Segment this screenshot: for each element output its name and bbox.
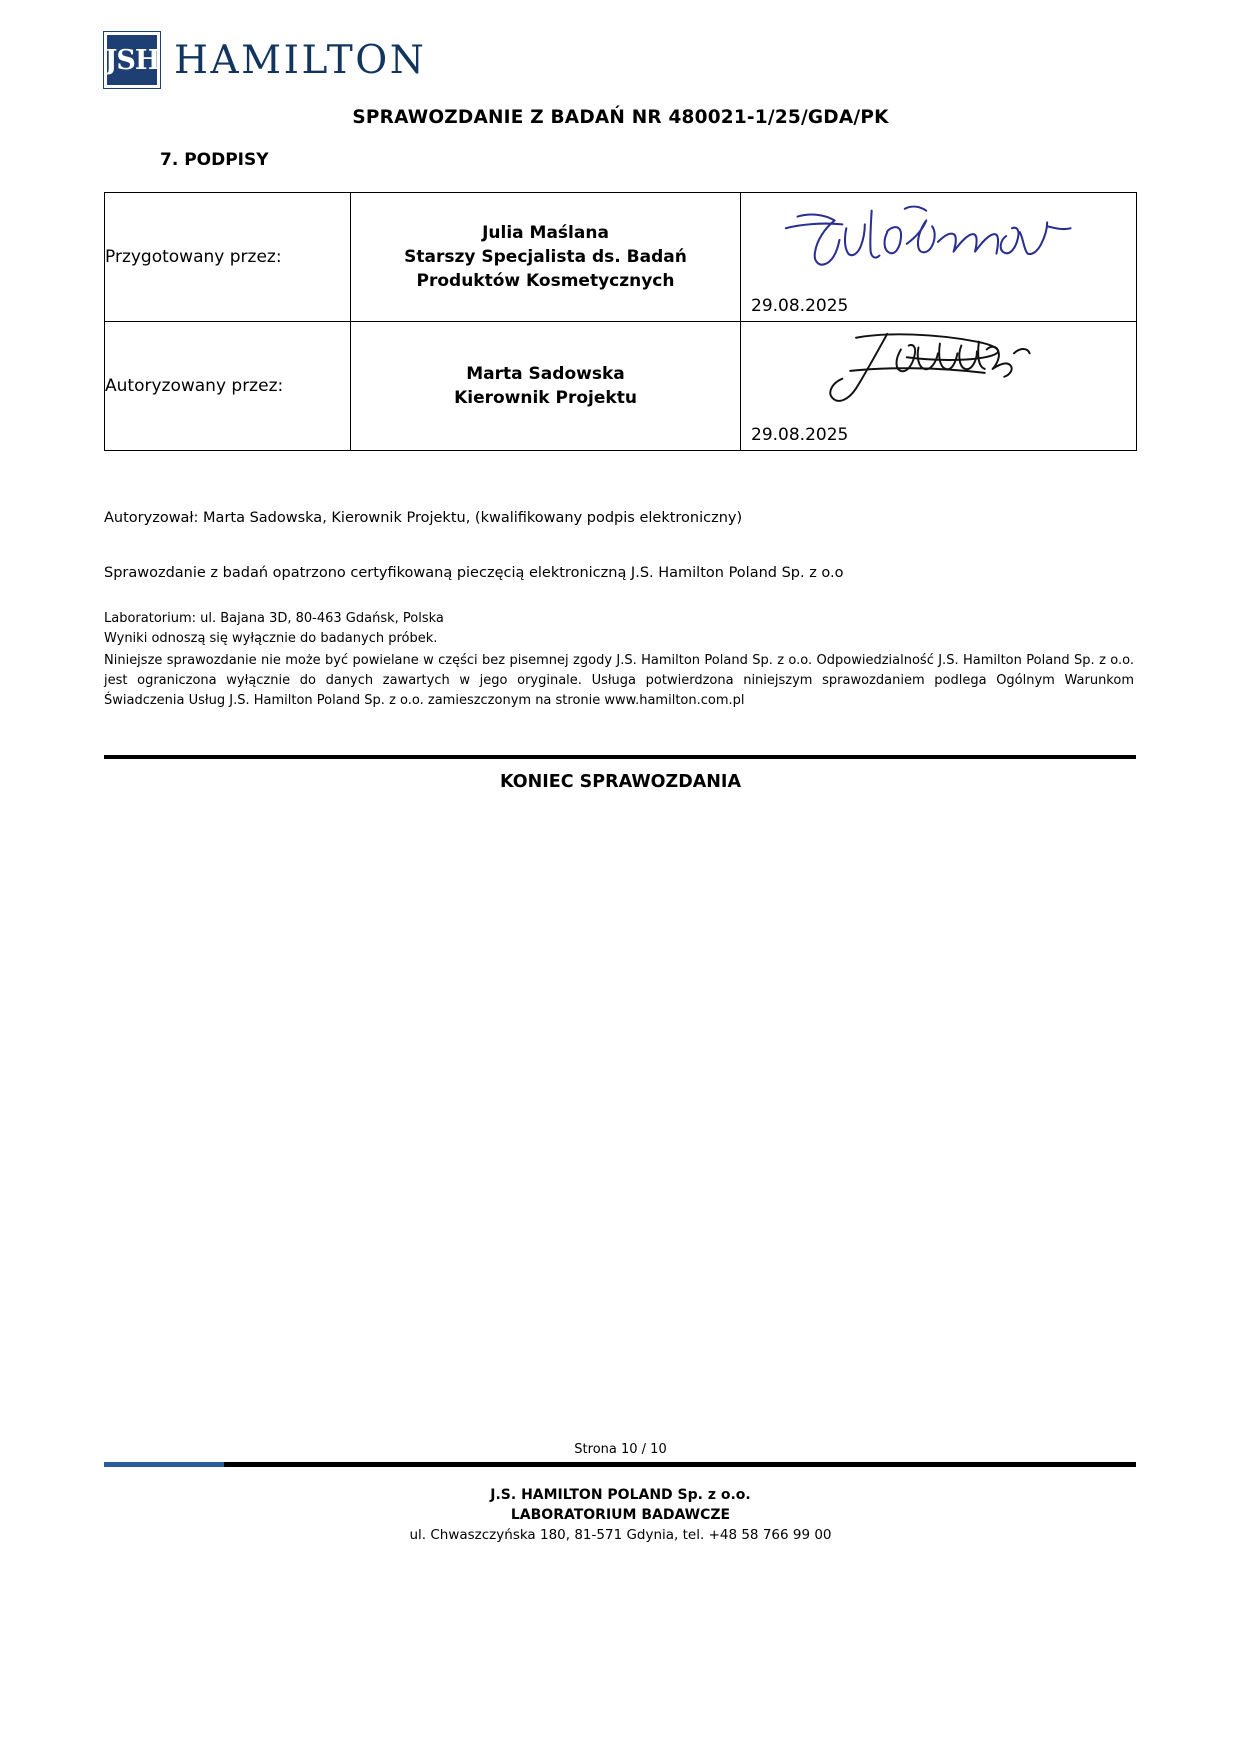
person-position-line1: Starszy Specjalista ds. Badań <box>404 246 687 267</box>
end-divider <box>104 755 1136 759</box>
page-number: Strona 10 / 10 <box>574 1442 667 1457</box>
hamilton-logo <box>104 32 426 88</box>
electronic-seal-note: Sprawozdanie z badań opatrzono certyfikowaną pieczęcią elektroniczną J.S. Hamilton Poland Sp. z o.o <box>104 565 844 581</box>
row-signature-cell <box>741 193 1137 322</box>
authorized-by-note: Autoryzował: Marta Sadowska, Kierownik Projektu, (kwalifikowany podpis elektroniczny) <box>104 510 743 526</box>
row-role-label: Autoryzowany przez: <box>105 322 351 451</box>
person-name: Marta Sadowska <box>466 363 625 384</box>
row-signature-cell <box>741 322 1137 451</box>
laboratory-address-note: Laboratorium: ul. Bajana 3D, 80-463 Gdańsk, Polska <box>104 611 444 626</box>
end-of-report-label: KONIEC SPRAWOZDANIA <box>499 772 741 792</box>
signature-date: 29.08.2025 <box>751 296 849 316</box>
logo-wordmark: HAMILTON <box>174 37 427 83</box>
row-person-block <box>351 322 741 451</box>
jsh-logo-icon: JSH <box>104 32 160 88</box>
person-position-line1: Kierownik Projektu <box>454 388 637 408</box>
row-person-block <box>351 193 741 322</box>
footer-address: ul. Chwaszczyńska 180, 81-571 Gdynia, tel. +48 58 766 99 00 <box>409 1526 832 1543</box>
footer <box>0 1485 1241 1545</box>
person-name: Julia Maślana <box>482 222 609 243</box>
signature-date: 29.08.2025 <box>751 425 849 445</box>
samples-scope-note: Wyniki odnoszą się wyłącznie do badanych próbek. <box>104 631 438 646</box>
section-heading: 7. PODPISY <box>160 150 269 170</box>
table-row <box>105 193 1137 322</box>
legal-disclaimer: Niniejsze sprawozdanie nie może być powielane w części bez pisemnej zgody J.S. Hamilton Poland Sp. z o.o. Odpowiedzialność J.S. Hamilton Poland Sp. z o.o. jest ograniczona wyłącznie do danych zawartych w jego oryginale. Usługa potwierdzona niniejszym sprawozdaniem podlega Ogólnym Warunkom Świadczenia Usług J.S. Hamilton Poland Sp. z o.o. zamieszczonym na stronie www.hamilton.com.pl <box>104 653 1134 708</box>
handwritten-signature-icon <box>741 199 1127 277</box>
signatures-table <box>104 192 1137 451</box>
handwritten-signature-icon <box>741 328 1127 406</box>
person-position-line2: Produktów Kosmetycznych <box>416 271 675 292</box>
page-title: SPRAWOZDANIE Z BADAŃ NR 480021-1/25/GDA/PK <box>352 107 889 128</box>
footer-divider <box>104 1462 1136 1467</box>
footer-department: LABORATORIUM BADAWCZE <box>510 1507 731 1524</box>
table-row <box>105 322 1137 451</box>
row-role-label: Przygotowany przez: <box>105 193 351 322</box>
footer-company: J.S. HAMILTON POLAND Sp. z o.o. <box>490 1487 751 1503</box>
